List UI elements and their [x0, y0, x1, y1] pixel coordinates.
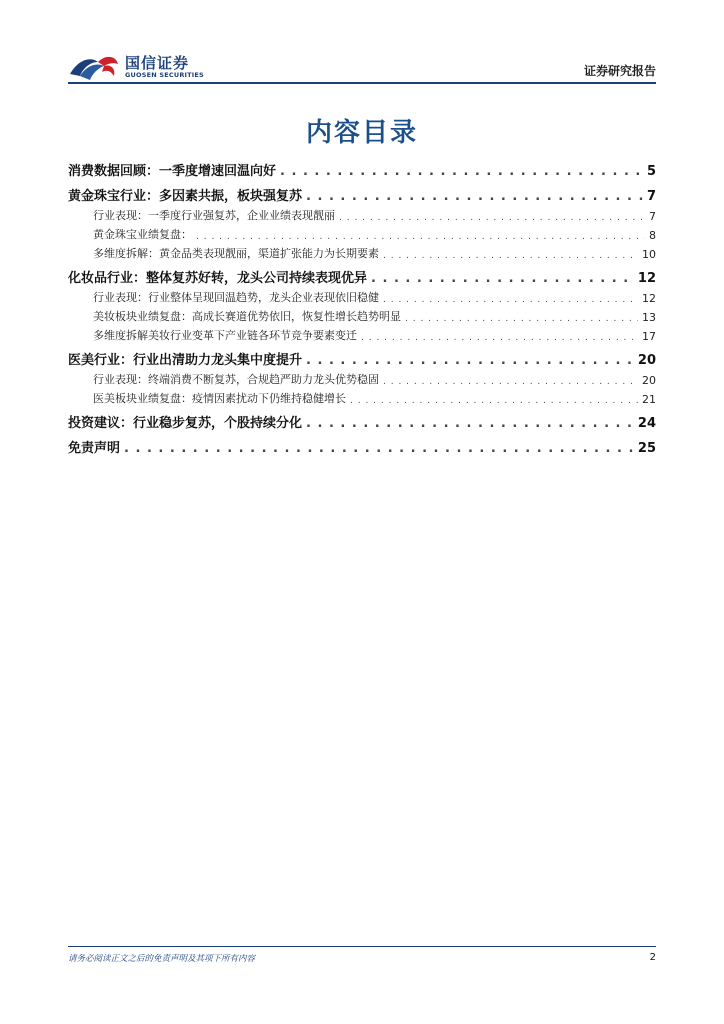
- toc-leader-dots: [350, 396, 638, 406]
- toc-leader-dots: [306, 189, 643, 204]
- toc-entry-text: 行业表现：一季度行业强复苏，企业业绩表现靓丽: [93, 209, 335, 222]
- toc-entry-page: 20: [642, 374, 656, 387]
- toc-entry-text: 美妆板块业绩复盘：高成长赛道优势依旧，恢复性增长趋势明显: [93, 310, 401, 323]
- toc-leader-dots: [196, 232, 645, 242]
- page-header: [68, 48, 656, 86]
- toc-entry-text: 医美行业：行业出清助力龙头集中度提升: [68, 353, 303, 368]
- toc-leader-dots: [405, 314, 638, 324]
- toc-entry-text: 消费数据回顾：一季度增速回温向好: [68, 164, 277, 179]
- toc-entry-page: 7: [649, 210, 656, 223]
- toc-entry-subsection[interactable]: [68, 305, 656, 324]
- footer-divider: [68, 946, 656, 947]
- toc-leader-dots: [383, 377, 638, 387]
- toc-entry-text: 行业表现：行业整体呈现回温趋势，龙头企业表现依旧稳健: [93, 291, 379, 304]
- toc-leader-dots: [383, 295, 638, 305]
- toc-entry-subsection[interactable]: [68, 368, 656, 387]
- header-divider: [68, 82, 656, 84]
- toc-entry-section[interactable]: [68, 431, 656, 456]
- toc-entry-page: 8: [649, 229, 656, 242]
- toc-entry-subsection[interactable]: [68, 286, 656, 305]
- disclaimer-note: 请务必阅读正文之后的免责声明及其项下所有内容: [68, 954, 256, 964]
- toc-entry-page: 20: [637, 353, 656, 368]
- toc-leader-dots: [306, 416, 634, 431]
- toc-entry-subsection[interactable]: [68, 223, 656, 242]
- toc-entry-section[interactable]: [68, 154, 656, 179]
- toc-entry-page: 10: [642, 248, 656, 261]
- toc-leader-dots: [306, 353, 634, 368]
- toc-entry-text: 黄金珠宝行业：多因素共振，板块强复苏: [68, 189, 303, 204]
- toc-entry-page: 25: [637, 441, 656, 456]
- toc-entry-text: 化妆品行业：整体复苏好转，龙头公司持续表现优异: [68, 271, 368, 286]
- toc-entry-section[interactable]: [68, 343, 656, 368]
- toc-entry-section[interactable]: [68, 179, 656, 204]
- toc-entry-subsection[interactable]: [68, 242, 656, 261]
- toc-entry-page: 24: [637, 416, 656, 431]
- table-of-contents: [68, 154, 656, 456]
- brand-name-cn: 国信证券: [125, 54, 190, 72]
- toc-entry-text: 医美板块业绩复盘：疫情因素扰动下仍维持稳健增长: [93, 392, 346, 405]
- toc-leader-dots: [361, 333, 638, 343]
- page-number: 2: [649, 952, 656, 963]
- toc-entry-subsection[interactable]: [68, 204, 656, 223]
- toc-entry-page: 7: [646, 189, 656, 204]
- brand-name-en: GUOSEN SECURITIES: [125, 71, 204, 79]
- toc-leader-dots: [339, 213, 645, 223]
- guosen-logo-mark-icon: [68, 52, 120, 82]
- toc-entry-page: 5: [646, 164, 656, 179]
- toc-entry-page: 12: [642, 292, 656, 305]
- toc-leader-dots: [383, 251, 638, 261]
- toc-entry-section[interactable]: [68, 261, 656, 286]
- toc-leader-dots: [371, 271, 634, 286]
- toc-entry-text: 多维度拆解美妆行业变革下产业链各环节竞争要素变迁: [93, 329, 357, 342]
- toc-entry-page: 21: [642, 393, 656, 406]
- toc-entry-text: 多维度拆解：黄金品类表现靓丽，渠道扩张能力为长期要素: [93, 247, 379, 260]
- report-type-label: 证券研究报告: [583, 64, 656, 78]
- toc-entry-text: 行业表现：终端消费不断复苏，合规趋严助力龙头优势稳固: [93, 373, 379, 386]
- toc-entry-subsection[interactable]: [68, 387, 656, 406]
- toc-entry-text: 投资建议：行业稳步复苏，个股持续分化: [68, 416, 303, 431]
- toc-entry-text: 免责声明: [68, 441, 121, 456]
- toc-title: 内容目录: [305, 118, 418, 148]
- toc-leader-dots: [280, 164, 643, 179]
- toc-entry-subsection[interactable]: [68, 324, 656, 343]
- toc-leader-dots: [124, 441, 634, 456]
- toc-entry-text: 黄金珠宝业绩复盘：: [93, 228, 192, 241]
- toc-entry-page: 17: [642, 330, 656, 343]
- toc-entry-page: 12: [637, 271, 656, 286]
- toc-entry-page: 13: [642, 311, 656, 324]
- toc-entry-section[interactable]: [68, 406, 656, 431]
